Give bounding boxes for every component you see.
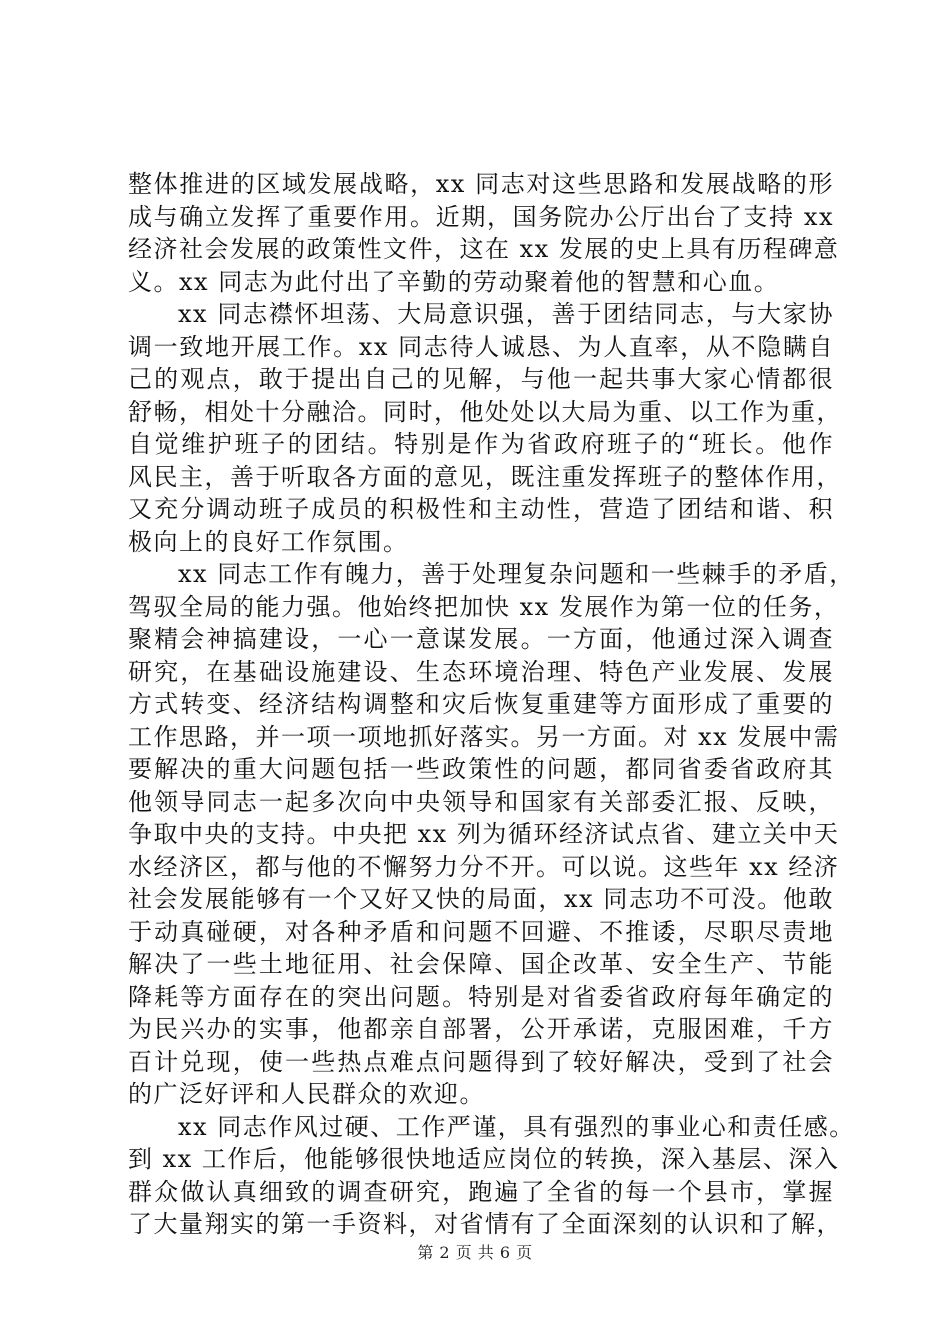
text-line: xx 同志工作有魄力，善于处理复杂问题和一些棘手的矛盾， <box>178 560 855 588</box>
text-line: 义。xx 同志为此付出了辛勤的劳动聚着他的智慧和心血。 <box>128 267 780 296</box>
text-line: 百计兑现，使一些热点难点问题得到了较好解决，受到了社会 <box>128 1047 834 1076</box>
text-line: 调一致地开展工作。xx 同志待人诚恳、为人直率，从不隐瞒自 <box>128 332 834 361</box>
page-footer: 第 2 页 共 6 页 <box>417 1243 533 1262</box>
text-line: 到 xx 工作后，他能够很快地适应岗位的转换，深入基层、深入 <box>128 1145 840 1173</box>
text-line: 他领导同志一起多次向中央领导和国家有关部委汇报、反映， <box>128 787 834 816</box>
text-line: 聚精会神搞建设，一心一意谋发展。一方面，他通过深入调查 <box>128 625 834 653</box>
text-line: 成与确立发挥了重要作用。近期，国务院办公厅出台了支持 xx <box>128 202 834 231</box>
text-line: 的广泛好评和人民群众的欢迎。 <box>128 1080 485 1108</box>
text-line: xx 同志襟怀坦荡、大局意识强，善于团结同志，与大家协 <box>178 300 834 328</box>
body-text <box>128 168 855 1241</box>
text-line: 方式转变、经济结构调整和灾后恢复重建等方面形成了重要的 <box>128 690 834 718</box>
text-line: 又充分调动班子成员的积极性和主动性，营造了团结和谐、积 <box>128 495 834 523</box>
text-line: 风民主，善于听取各方面的意见，既注重发挥班子的整体作用， <box>128 462 842 491</box>
text-line: 了大量翔实的第一手资料，对省情有了全面深刻的认识和了解， <box>128 1210 842 1238</box>
text-line: 争取中央的支持。中央把 xx 列为循环经济试点省、建立关中天 <box>128 820 840 848</box>
text-line: 于动真碰硬，对各种矛盾和问题不回避、不推诿，尽职尽责地 <box>128 917 834 946</box>
text-line: 水经济区，都与他的不懈努力分不开。可以说。这些年 xx 经济 <box>128 852 840 881</box>
text-line: 研究，在基础设施建设、生态环境治理、特色产业发展、发展 <box>128 657 834 686</box>
text-line: 经济社会发展的政策性文件，这在 xx 发展的史上具有历程碑意 <box>128 235 840 263</box>
text-line: 驾驭全局的能力强。他始终把加快 xx 发展作为第一位的任务， <box>128 592 840 621</box>
text-line: 极向上的良好工作氛围。 <box>128 527 409 556</box>
text-line: 为民兴办的实事，他都亲自部署，公开承诺，克服困难，千方 <box>128 1015 834 1043</box>
text-line: 整体推进的区域发展战略，xx 同志对这些思路和发展战略的形 <box>128 170 834 198</box>
text-line: xx 同志作风过硬、工作严谨，具有强烈的事业心和责任感。 <box>178 1112 855 1141</box>
text-line: 解决了一些土地征用、社会保障、国企改革、安全生产、节能 <box>128 950 834 978</box>
text-line: 工作思路，并一项一项地抓好落实。另一方面。对 xx 发展中需 <box>128 722 840 751</box>
text-line: 要解决的重大问题包括一些政策性的问题，都同省委省政府其 <box>128 755 834 783</box>
text-line: 自觉维护班子的团结。特别是作为省政府班子的“班长。他作 <box>128 430 834 458</box>
text-line: 己的观点，敢于提出自己的见解，与他一起共事大家心情都很 <box>128 365 834 393</box>
text-line: 群众做认真细致的调查研究，跑遍了全省的每一个县市，掌握 <box>128 1177 834 1206</box>
text-line: 舒畅，相处十分融洽。同时，他处处以大局为重、以工作为重， <box>128 397 842 426</box>
text-line: 社会发展能够有一个又好又快的局面，xx 同志功不可没。他敢 <box>128 885 834 913</box>
text-line: 降耗等方面存在的突出问题。特别是对省委省政府每年确定的 <box>128 982 834 1011</box>
